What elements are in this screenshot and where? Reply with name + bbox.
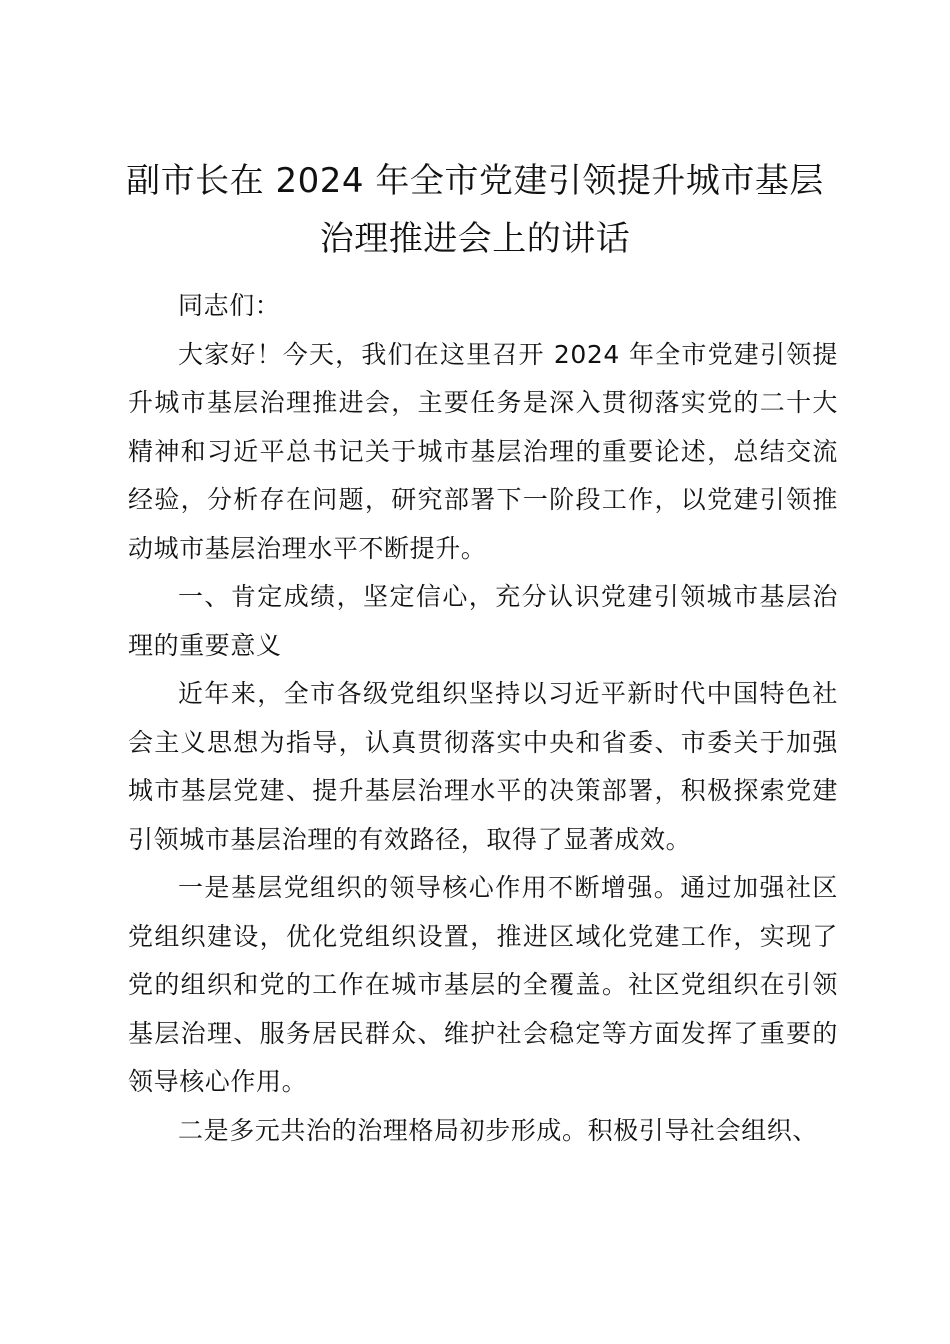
paragraph-point-2: 二是多元共治的治理格局初步形成。积极引导社会组织、: [178, 1115, 819, 1145]
paragraph-opening: 大家好！今天，我们在这里召开 2024 年全市党建引领提升城市基层治理推进会，主要任务是深入贯彻落实党的二十大精神和习近平总书记关于城市基层治理的重要论述，总结交流经验，分析存在问题，研究部署下一阶段工作，以党建引领推动城市基层治理水平不断提升。: [128, 339, 838, 563]
title-line-1: 副市长在 2024 年全市党建引领提升城市基层: [126, 161, 824, 201]
paragraph-point-1: 一是基层党组织的领导核心作用不断增强。通过加强社区党组织建设，优化党组织设置，推进区域化党建工作，实现了党的组织和党的工作在城市基层的全覆盖。社区党组织在引领基层治理、服务居民群众、维护社会稳定等方面发挥了重要的领导核心作用。: [128, 873, 838, 1096]
document-title: [110, 152, 840, 268]
paragraph-achievements: 近年来，全市各级党组织坚持以习近平新时代中国特色社会主义思想为指导，认真贯彻落实中央和省委、市委关于加强城市基层党建、提升基层治理水平的决策部署，积极探索党建引领城市基层治理的有效路径，取得了显著成效。: [128, 679, 838, 854]
section-heading-1: 一、肯定成绩，坚定信心，充分认识党建引领城市基层治理的重要意义: [128, 582, 838, 660]
document-body: [128, 282, 838, 1155]
salutation: 同志们：: [178, 291, 281, 320]
title-line-2: 治理推进会上的讲话: [319, 219, 631, 259]
